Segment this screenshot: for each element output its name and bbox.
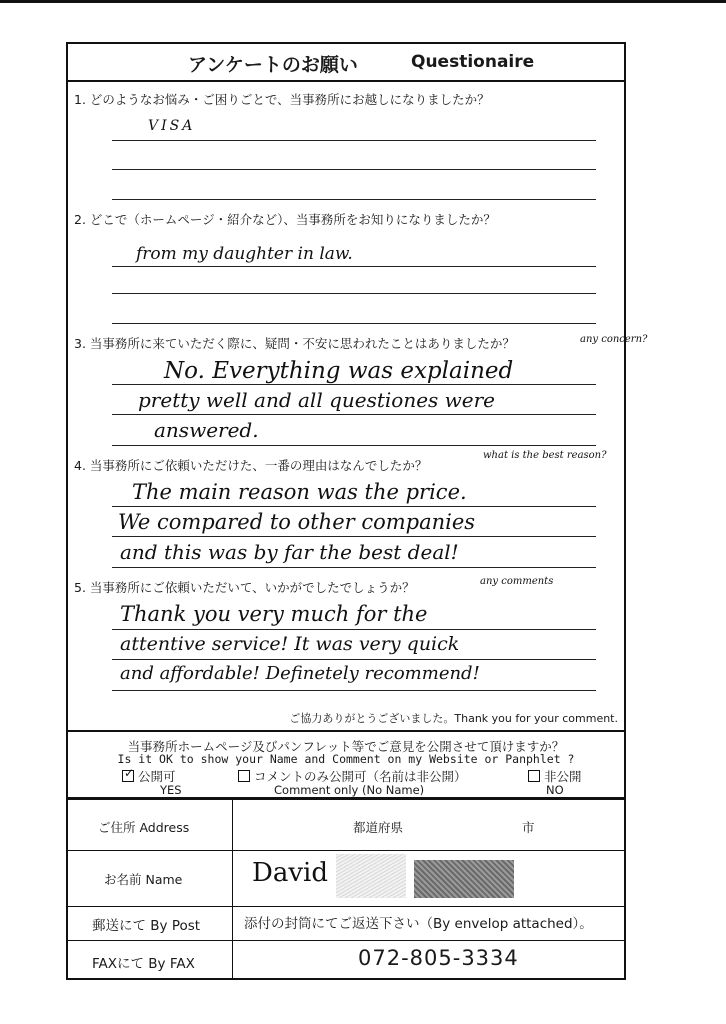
answer-4-line-2: We compared to other companies [118,510,476,534]
row-divider [68,906,624,907]
row-divider [68,850,624,851]
column-divider [232,800,233,906]
option-no-label: 非公開 [544,769,582,784]
scan-top-edge [0,0,726,3]
answer-5-line-3: and affordable! Definetely recommend! [120,663,480,684]
row-divider [68,940,624,941]
questionnaire-frame [66,42,648,732]
post-label: 郵送にて By Post [92,918,201,934]
title-bar [68,44,624,82]
note-4: what is the best reason? [483,450,607,461]
note-3: any concern? [580,334,648,345]
answer-line [112,140,596,141]
question-2: 2. どこで（ホームページ・紹介など）、当事務所をお知りになりましたか？ [74,212,496,227]
option-yes-label: 公開可 [138,769,176,784]
answer-line [112,384,596,385]
permission-question-jp: 当事務所ホームページ及びパンフレット等でご意見を公開させて頂けますか？ [127,739,565,754]
answer-5-line-2: attentive service! It was very quick [120,633,460,655]
name-label: お名前 Name [104,872,183,887]
permission-question-en: Is it OK to show your Name and Comment on my Website or Panphlet ? [117,752,575,766]
option-no-sub: NO [546,783,564,797]
answer-1-line-1: VISA [148,118,196,134]
checkbox-icon[interactable] [238,770,250,782]
address-prefecture: 都道府県 [353,820,404,835]
answer-3-line-3: answered. [154,418,259,442]
answer-5-line-1: Thank you very much for the [120,602,428,626]
answer-line [112,506,596,507]
answer-line [112,629,596,630]
question-1: 1. どのようなお悩み・ご困りごとで、当事務所にお越しになりましたか？ [74,92,490,107]
checkbox-icon[interactable] [528,770,540,782]
publish-permission-box [66,731,626,799]
redacted-surname [414,860,514,898]
title-english: Questionaire [411,52,535,72]
answer-line [112,445,596,446]
question-5: 5. 当事務所にご依頼いただいて、いかがでしたでしょうか？ [74,580,415,595]
answer-line [112,659,596,660]
address-label: ご住所 Address [98,820,190,835]
name-value: David [252,858,328,888]
answer-line [112,199,596,200]
answer-line [112,323,596,324]
post-instruction: 添付の封筒にてご返送下さい（By envelop attached）。 [244,916,593,932]
contact-table [66,798,626,980]
answer-3-line-2: pretty well and all questiones were [138,388,496,412]
answer-3-line-1: No. Everything was explained [164,358,514,384]
option-comment-only-sub: Comment only (No Name) [274,783,425,797]
fax-number: 072-805-3334 [358,946,519,970]
fax-label: FAXにて By FAX [92,956,195,972]
option-yes-sub: YES [160,783,182,797]
thank-you-note: ご協力ありがとうございました。Thank you for your comment. [289,712,618,725]
question-3: 3. 当事務所に来ていただく際に、疑問・不安に思われたことはありましたか？ [74,336,515,351]
answer-line [112,266,596,267]
column-divider [232,906,233,980]
answer-line [112,690,596,691]
checkbox-checked-icon[interactable]: ✓ [124,766,135,780]
redacted-area [336,854,406,898]
answer-line [112,414,596,415]
answer-line [112,169,596,170]
answer-2-line-1: from my daughter in law. [136,244,353,264]
title-japanese: アンケートのお願い [188,54,358,76]
question-4: 4. 当事務所にご依頼いただけた、一番の理由はなんでしたか？ [74,458,428,473]
option-comment-only-label: コメントのみ公開可（名前は非公開） [254,769,467,784]
answer-line [112,536,596,537]
address-city: 市 [522,820,535,835]
answer-4-line-1: The main reason was the price. [132,480,467,504]
answer-4-line-3: and this was by far the best deal! [120,540,459,564]
answer-line [112,293,596,294]
answer-line [112,567,596,568]
note-5: any comments [480,576,554,587]
